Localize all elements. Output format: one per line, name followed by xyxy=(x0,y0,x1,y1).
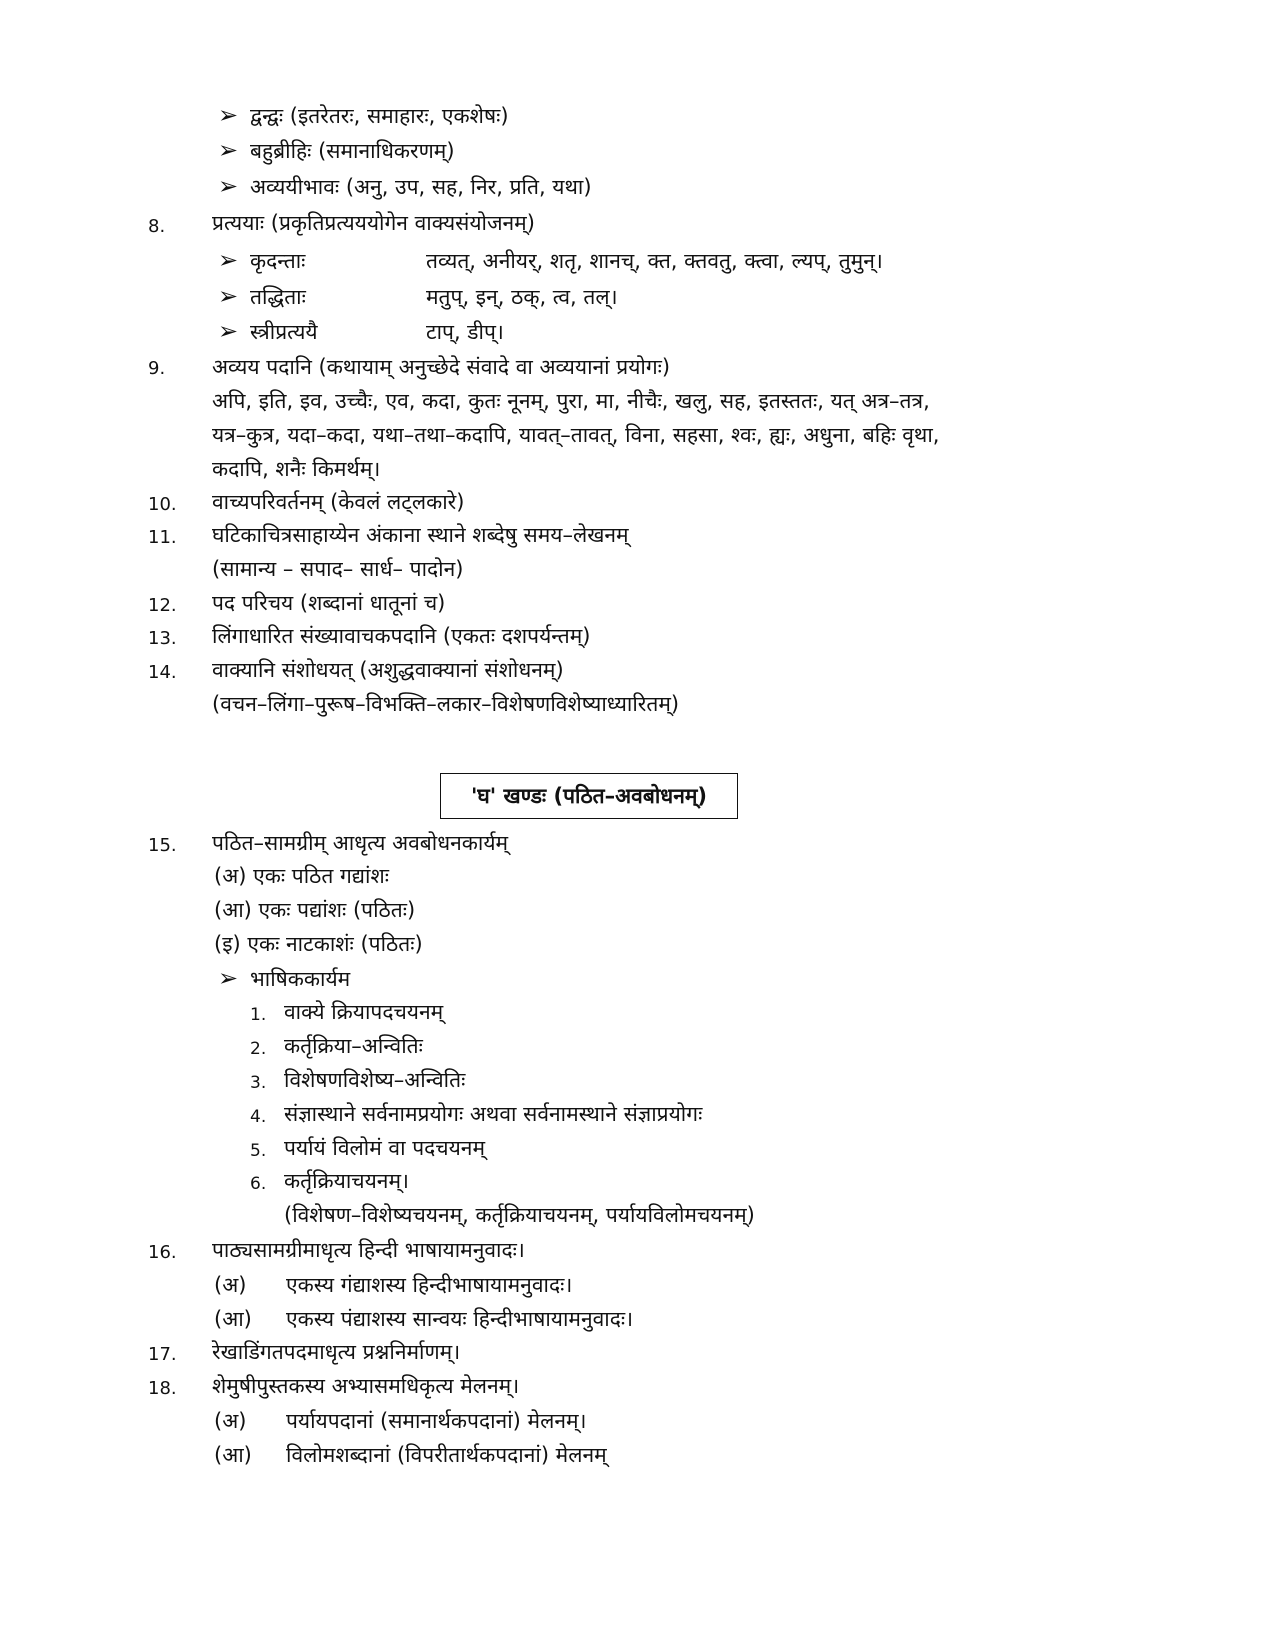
item-10-text: वाच्यपरिवर्तनम् (केवलं लट्लकारे) xyxy=(212,490,465,514)
sub-text: एकस्य गंद्याशस्य हिन्दीभाषायामनुवादः। xyxy=(286,1273,573,1297)
task-note: (विशेषण–विशेष्यचयनम्, कर्तृक्रियाचयनम्, पर्यायविलोमचयनम्) xyxy=(284,1203,755,1227)
item-12-number: 12. xyxy=(148,595,177,616)
task-text: संज्ञास्थाने सर्वनामप्रयोगः अथवा सर्वनामस्थाने संज्ञाप्रयोगः xyxy=(284,1102,703,1126)
item-14-text: वाक्यानि संशोधयत् (अशुद्धवाक्यानां संशोधनम्) xyxy=(212,658,564,682)
task-text: कर्तृक्रिया–अन्वितिः xyxy=(284,1034,423,1058)
item-11-text: घटिकाचित्रसाहाय्येन अंकाना स्थाने शब्देषु समय–लेखनम् xyxy=(212,523,629,547)
pratyaya-value: तव्यत्, अनीयर्, शतृ, शानच्, क्त, क्तवतु, क्त्वा, ल्यप्, तुमुन्। xyxy=(426,249,883,273)
item-13-number: 13. xyxy=(148,628,177,649)
arrow-bullet-icon: ➢ xyxy=(218,317,239,345)
item-16-text: पाठ्यसामग्रीमाधृत्य हिन्दी भाषायामनुवादः। xyxy=(212,1238,525,1262)
item-8-number: 8. xyxy=(148,216,166,237)
item-15-part: (इ) एकः नाटकाशंः (पठितः) xyxy=(214,932,423,956)
avyaya-list-line: यत्र–कुत्र, यदा–कदा, यथा–तथा–कदापि, यावत्–तावत्, विना, सहसा, श्वः, ह्यः, अधुना, बहिः वृथा, xyxy=(212,423,940,447)
task-number: 6. xyxy=(250,1174,267,1194)
item-16-number: 16. xyxy=(148,1242,177,1263)
sub-label: (अ) xyxy=(214,1409,247,1433)
bhashika-karyam: भाषिककार्यम xyxy=(250,967,351,991)
task-number: 2. xyxy=(250,1039,267,1059)
item-14-line2: (वचन–लिंगा–पुरूष–विभक्ति–लकार–विशेषणविशेष्याध्यारितम्) xyxy=(212,692,680,716)
pratyaya-label: स्त्रीप्रत्ययै xyxy=(250,320,318,344)
pratyaya-value: मतुप्, इन्, ठक्, त्व, तल्। xyxy=(426,285,618,309)
item-18-number: 18. xyxy=(148,1378,177,1399)
item-15-text: पठित–सामग्रीम् आधृत्य अवबोधनकार्यम् xyxy=(212,831,509,855)
section-gha-heading xyxy=(440,773,738,819)
arrow-bullet-icon: ➢ xyxy=(218,101,239,129)
pratyaya-label: कृदन्ताः xyxy=(250,249,306,273)
task-text: कर्तृक्रियाचयनम्। xyxy=(284,1169,409,1193)
item-15-part: (आ) एकः पद्यांशः (पठितः) xyxy=(214,898,416,922)
task-number: 1. xyxy=(250,1005,267,1025)
avyaya-list-line: कदापि, शनैः किमर्थम्। xyxy=(212,457,381,481)
item-13-text: लिंगाधारित संख्यावाचकपदानि (एकतः दशपर्यन्तम्) xyxy=(212,624,591,648)
samasa-bahuvrihi: बहुब्रीहिः (समानाधिकरणम्) xyxy=(250,139,455,163)
item-9-number: 9. xyxy=(148,358,166,379)
task-number: 5. xyxy=(250,1141,267,1161)
pratyaya-label: तद्धिताः xyxy=(250,285,306,309)
item-10-number: 10. xyxy=(148,494,177,515)
avyaya-list-line: अपि, इति, इव, उच्चैः, एव, कदा, कुतः नूनम्, पुरा, मा, नीचैः, खलु, सह, इतस्ततः, यत् अत्र–तत्र, xyxy=(212,389,930,413)
task-text: वाक्ये क्रियापदचयनम् xyxy=(284,1000,444,1024)
samasa-dvandva: द्वन्द्वः (इतरेतरः, समाहारः, एकशेषः) xyxy=(250,104,509,128)
task-text: विशेषणविशेष्य–अन्वितिः xyxy=(284,1068,466,1092)
arrow-bullet-icon: ➢ xyxy=(218,282,239,310)
section-heading-text: 'घ' खण्डः (पठित–अवबोधनम्) xyxy=(470,784,708,808)
sub-label: (आ) xyxy=(214,1307,252,1331)
item-11-number: 11. xyxy=(148,527,177,548)
samasa-avyayibhava: अव्ययीभावः (अनु, उप, सह, निर, प्रति, यथा) xyxy=(250,175,592,199)
arrow-bullet-icon: ➢ xyxy=(218,964,239,992)
task-number: 3. xyxy=(250,1073,267,1093)
sub-label: (अ) xyxy=(214,1273,247,1297)
arrow-bullet-icon: ➢ xyxy=(218,136,239,164)
sub-text: पर्यायपदानां (समानार्थकपदानां) मेलनम्। xyxy=(286,1409,587,1433)
sub-text: एकस्य पंद्याशस्य सान्वयः हिन्दीभाषायामनुवादः। xyxy=(286,1307,634,1331)
item-8-text: प्रत्ययाः (प्रकृतिप्रत्यययोगेन वाक्यसंयोजनम्) xyxy=(212,211,535,235)
pratyaya-value: टाप्, डीप्। xyxy=(426,320,504,344)
item-15-part: (अ) एकः पठित गद्यांशः xyxy=(214,864,389,888)
sub-label: (आ) xyxy=(214,1443,252,1467)
item-11-line2: (सामान्य – सपाद– सार्ध– पादोन) xyxy=(212,557,464,581)
task-number: 4. xyxy=(250,1107,267,1127)
item-18-text: शेमुषीपुस्तकस्य अभ्यासमधिकृत्य मेलनम्। xyxy=(212,1374,520,1398)
task-text: पर्यायं विलोमं वा पदचयनम् xyxy=(284,1136,486,1160)
item-17-number: 17. xyxy=(148,1344,177,1365)
sub-text: विलोमशब्दानां (विपरीतार्थकपदानां) मेलनम् xyxy=(286,1443,607,1467)
item-15-number: 15. xyxy=(148,835,177,856)
arrow-bullet-icon: ➢ xyxy=(218,246,239,274)
item-17-text: रेखाडिंगतपदमाधृत्य प्रश्ननिर्माणम्। xyxy=(212,1340,461,1364)
item-9-text: अव्यय पदानि (कथायाम् अनुच्छेदे संवादे वा अव्ययानां प्रयोगः) xyxy=(212,355,671,379)
item-14-number: 14. xyxy=(148,662,177,683)
arrow-bullet-icon: ➢ xyxy=(218,172,239,200)
item-12-text: पद परिचय (शब्दानां धातूनां च) xyxy=(212,591,446,615)
